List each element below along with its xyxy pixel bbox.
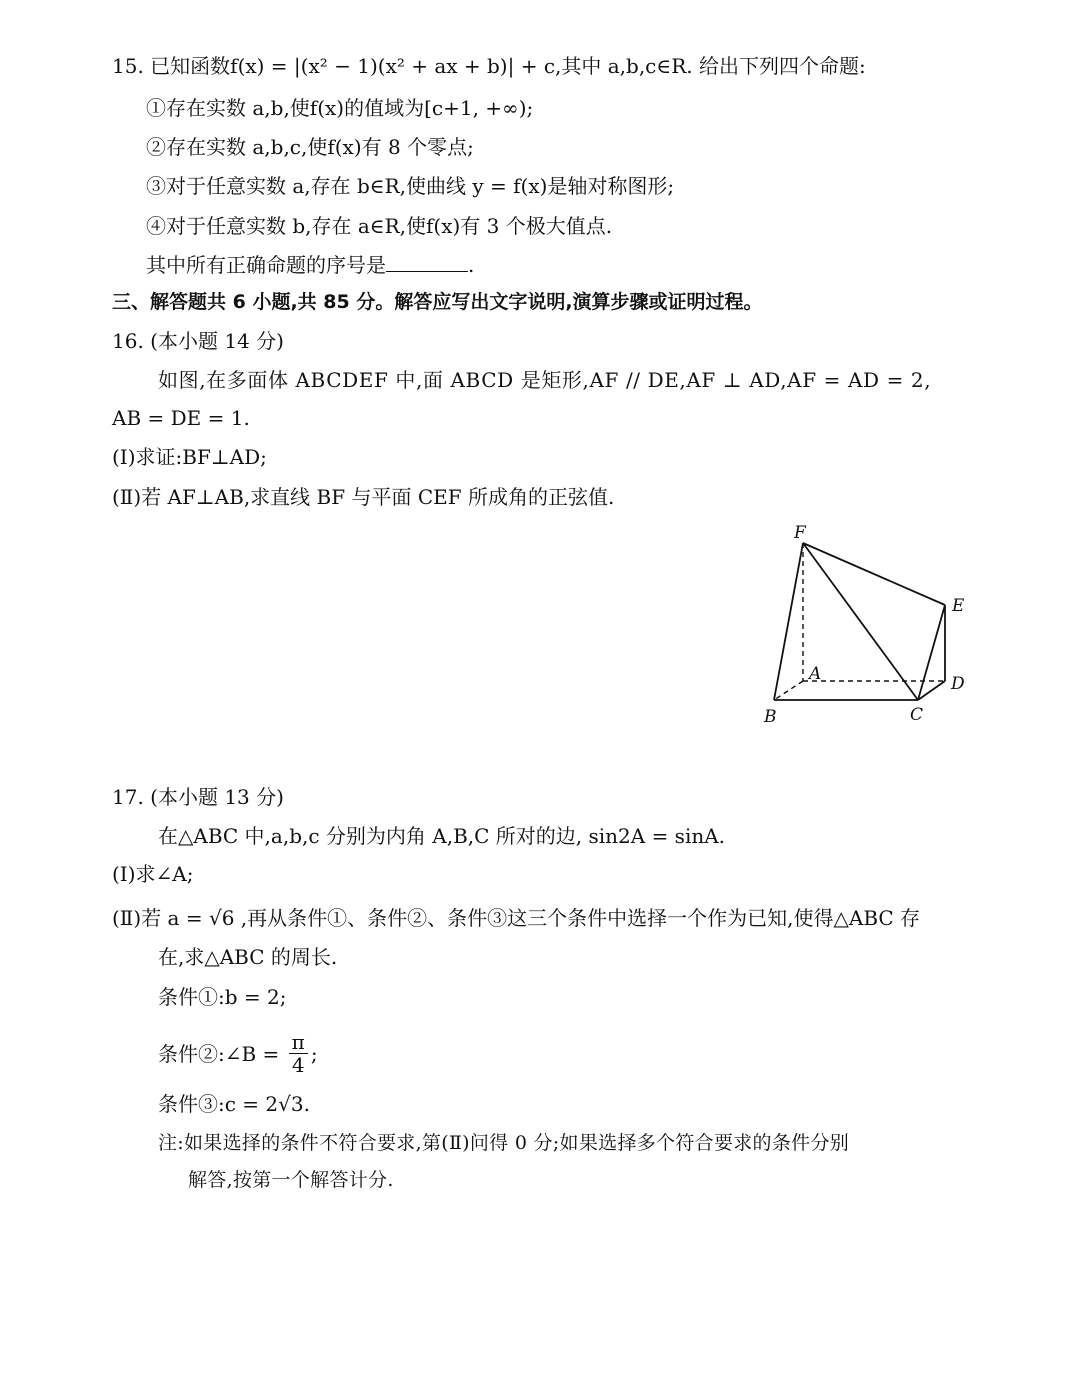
q17-note-line2: 解答,按第一个解答计分. (188, 1169, 394, 1191)
fraction-numerator: π (289, 1031, 308, 1054)
label-C: C (910, 705, 924, 725)
section-heading: 三、解答题共 6 小题,共 85 分。解答应写出文字说明,演算步骤或证明过程。 (112, 291, 763, 313)
q17-header: 17. (本小题 13 分) (112, 785, 284, 809)
label-F: F (794, 523, 806, 543)
fraction-denominator: 4 (291, 1053, 305, 1077)
edge-EC (918, 605, 945, 700)
q15-option-2: ②存在实数 a,b,c,使f(x)有 8 个零点; (146, 135, 474, 159)
condition-2-prefix: 条件②:∠B = (158, 1042, 280, 1066)
label-D: D (951, 674, 965, 694)
q17-part2-line2: 在,求△ABC 的周长. (158, 945, 338, 969)
q15-ask-end: . (468, 253, 475, 277)
q15-ask-text: 其中所有正确命题的序号是 (146, 253, 386, 277)
q15-option-1: ①存在实数 a,b,使f(x)的值域为[c+1, +∞); (146, 96, 534, 120)
condition-2-suffix: ; (310, 1042, 318, 1066)
q15-stem: 15. 已知函数f(x) = |(x² − 1)(x² + ax + b)| + c,其中 a,b,c∈R. 给出下列四个命题: (112, 54, 866, 78)
q16-header: 16. (本小题 14 分) (112, 329, 284, 353)
edge-AB-hidden (774, 681, 803, 700)
q17-condition-1: 条件①:b = 2; (158, 985, 287, 1009)
answer-blank[interactable] (386, 253, 468, 272)
q15-option-4: ④对于任意实数 b,存在 a∈R,使f(x)有 3 个极大值点. (146, 214, 613, 238)
q15-ask (146, 251, 474, 279)
q17-condition-2 (158, 1030, 318, 1078)
q17-part2-line1: (Ⅱ)若 a = √6 ,再从条件①、条件②、条件③这三个条件中选择一个作为已知,使得△ABC 存 (112, 906, 921, 930)
q17-part1: (Ⅰ)求∠A; (112, 862, 194, 886)
label-B: B (764, 707, 777, 727)
q17-condition-3: 条件③:c = 2√3. (158, 1092, 310, 1116)
edge-FB (774, 543, 803, 700)
q17-note-line1: 注:如果选择的条件不符合要求,第(Ⅱ)问得 0 分;如果选择多个符合要求的条件分别 (158, 1132, 850, 1154)
edge-FE (803, 543, 945, 605)
fraction-pi-over-4 (289, 1031, 308, 1076)
q16-part2: (Ⅱ)若 AF⊥AB,求直线 BF 与平面 CEF 所成角的正弦值. (112, 485, 615, 509)
q17-stem: 在△ABC 中,a,b,c 分别为内角 A,B,C 所对的边, sin2A = sinA. (158, 824, 726, 848)
q16-stem-line1: 如图,在多面体 ABCDEF 中,面 ABCD 是矩形,AF // DE,AF ⊥ AD,AF = AD = 2, (158, 368, 932, 392)
q16-stem-line2: AB = DE = 1. (112, 406, 250, 430)
q16-part1: (Ⅰ)求证:BF⊥AD; (112, 445, 267, 469)
label-E: E (952, 596, 965, 616)
q15-option-3: ③对于任意实数 a,存在 b∈R,使曲线 y = f(x)是轴对称图形; (146, 174, 675, 198)
label-A: A (809, 664, 822, 684)
polyhedron-figure (740, 515, 980, 730)
